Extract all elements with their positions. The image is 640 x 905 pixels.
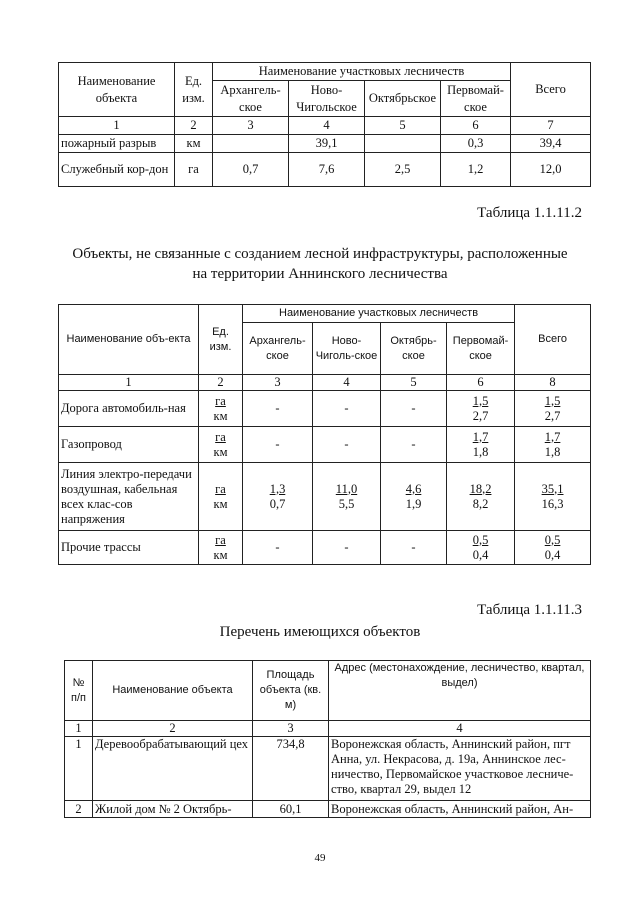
t2-cell: -: [381, 531, 447, 565]
value-ha: 1,5: [472, 393, 489, 408]
t2-row-name: Газопровод: [59, 427, 199, 463]
unit-ha: га: [215, 481, 226, 496]
t2-cell: -: [313, 531, 381, 565]
table-2: [58, 304, 591, 565]
table-number: Таблица 1.1.11.2: [477, 205, 582, 221]
value-km: 0,4: [472, 547, 489, 562]
t1-row-unit: км: [175, 135, 213, 153]
table-row: [65, 737, 591, 801]
t1-cell: 39,1: [289, 135, 365, 153]
t2-cell: [447, 463, 515, 531]
table-row: [59, 153, 591, 187]
table-row: [59, 531, 591, 565]
t3-header-name: Наименование объекта: [93, 661, 253, 721]
table-title: Перечень имеющихся объектов: [219, 624, 421, 640]
t2-cell: [447, 531, 515, 565]
t1-header-total: Всего: [511, 63, 591, 117]
table-row: [59, 463, 591, 531]
t2-header-col: Архангель-ское: [243, 323, 313, 375]
table-title: на территории Аннинского лесничества: [192, 266, 448, 282]
t2-cell: [447, 391, 515, 427]
t1-header-name: Наименование объекта: [59, 63, 175, 117]
t2-header-unit: Ед. изм.: [199, 305, 243, 375]
value-km: 1,8: [544, 444, 561, 459]
t3-header-address: Адрес (местонахождение, лесничество, квартал, выдел): [329, 661, 591, 721]
t2-colnum: 1: [59, 375, 199, 391]
value-ha: 0,5: [544, 532, 561, 547]
t2-row-units: [199, 391, 243, 427]
t2-cell: -: [313, 427, 381, 463]
t2-row-name: Дорога автомобиль-ная: [59, 391, 199, 427]
t2-header-total: Всего: [515, 305, 591, 375]
value-ha: 35,1: [541, 481, 564, 496]
value-km: 16,3: [541, 496, 564, 511]
t1-colnum: 7: [511, 117, 591, 135]
t2-colnum: 2: [199, 375, 243, 391]
t2-header-col: Ново-Чиголь-ское: [313, 323, 381, 375]
t2-cell-total: [515, 391, 591, 427]
t2-cell-total: [515, 531, 591, 565]
table-number: Таблица 1.1.11.3: [477, 602, 582, 618]
value-ha: 1,7: [472, 429, 489, 444]
value-ha: 1,7: [544, 429, 561, 444]
t2-colnum: 4: [313, 375, 381, 391]
t3-row-num: 1: [65, 737, 93, 801]
t2-row-units: [199, 531, 243, 565]
value-ha: 11,0: [335, 481, 358, 496]
t2-header-group: Наименование участковых лесничеств: [243, 305, 515, 323]
t1-cell-total: 39,4: [511, 135, 591, 153]
t3-row-area: 734,8: [253, 737, 329, 801]
t3-row-address: Воронежская область, Аннинский район, пгт Анна, ул. Некрасова, д. 19а, Аннинское лес-ничество, Первомайское участковое лесниче-ство, квартал 29, выдел 12: [329, 737, 591, 801]
value-ha: 18,2: [469, 481, 492, 496]
unit-ha: га: [215, 532, 226, 547]
value-km: 5,5: [338, 496, 355, 511]
t2-cell: [313, 463, 381, 531]
t3-row-name: Жилой дом № 2 Октябрь-: [93, 801, 253, 818]
t2-cell: [447, 427, 515, 463]
t3-colnum: 2: [93, 721, 253, 737]
t1-row-unit: га: [175, 153, 213, 187]
value-km: 1,9: [405, 496, 422, 511]
t2-cell: -: [381, 427, 447, 463]
t1-header-col: Октябрьское: [365, 81, 441, 117]
t2-cell: [381, 463, 447, 531]
t2-row-units: [199, 463, 243, 531]
t2-header-name: Наименование объ-екта: [59, 305, 199, 375]
value-km: 0,4: [544, 547, 561, 562]
t3-colnum: 4: [329, 721, 591, 737]
t1-colnum: 6: [441, 117, 511, 135]
t2-row-units: [199, 427, 243, 463]
t1-cell: 0,7: [213, 153, 289, 187]
t2-header-col: Октябрь-ское: [381, 323, 447, 375]
t1-colnum: 3: [213, 117, 289, 135]
t1-colnum: 5: [365, 117, 441, 135]
table-title: Объекты, не связанные с созданием лесной инфраструктуры, расположенные: [72, 246, 568, 262]
table-3: [64, 660, 591, 818]
t1-cell: 0,3: [441, 135, 511, 153]
t3-row-name: Деревообрабатывающий цех: [93, 737, 253, 801]
value-km: 2,7: [472, 408, 489, 423]
t3-row-area: 60,1: [253, 801, 329, 818]
t2-colnum: 8: [515, 375, 591, 391]
value-km: 1,8: [472, 444, 489, 459]
value-ha: 4,6: [405, 481, 422, 496]
t1-cell-total: 12,0: [511, 153, 591, 187]
page-number: 49: [314, 852, 326, 864]
table-row: [65, 801, 591, 818]
t1-colnum: 4: [289, 117, 365, 135]
t1-cell: 1,2: [441, 153, 511, 187]
t1-colnum: 2: [175, 117, 213, 135]
unit-ha: га: [215, 429, 226, 444]
t3-row-num: 2: [65, 801, 93, 818]
unit-km: км: [213, 547, 228, 562]
t2-cell-total: [515, 463, 591, 531]
table-row: [59, 427, 591, 463]
t2-colnum: 6: [447, 375, 515, 391]
t3-colnum: 1: [65, 721, 93, 737]
t1-colnum: 1: [59, 117, 175, 135]
table-row: [59, 135, 591, 153]
t1-header-group: Наименование участковых лесничеств: [213, 63, 511, 81]
table-1: [58, 62, 591, 187]
t1-cell: 7,6: [289, 153, 365, 187]
t2-cell: -: [243, 391, 313, 427]
value-ha: 0,5: [472, 532, 489, 547]
t2-cell-total: [515, 427, 591, 463]
t2-header-col: Первомай-ское: [447, 323, 515, 375]
t3-header-area: Площадь объекта (кв. м): [253, 661, 329, 721]
value-km: 2,7: [544, 408, 561, 423]
t2-colnum: 3: [243, 375, 313, 391]
t1-row-name: пожарный разрыв: [59, 135, 175, 153]
t3-colnum: 3: [253, 721, 329, 737]
t2-cell: -: [243, 427, 313, 463]
unit-km: км: [213, 496, 228, 511]
t1-header-col: Ново-Чигольское: [289, 81, 365, 117]
t1-cell: 2,5: [365, 153, 441, 187]
t2-colnum: 5: [381, 375, 447, 391]
t2-cell: [243, 463, 313, 531]
t1-header-unit: Ед. изм.: [175, 63, 213, 117]
unit-km: км: [213, 408, 228, 423]
t3-header-num: № п/п: [65, 661, 93, 721]
t2-cell: -: [381, 391, 447, 427]
t1-header-col: Архангель-ское: [213, 81, 289, 117]
t1-cell: [213, 135, 289, 153]
t2-row-name: Прочие трассы: [59, 531, 199, 565]
value-ha: 1,5: [544, 393, 561, 408]
value-km: 8,2: [472, 496, 489, 511]
t1-cell: [365, 135, 441, 153]
t2-cell: -: [313, 391, 381, 427]
t1-header-col: Первомай-ское: [441, 81, 511, 117]
t1-row-name: Служебный кор-дон: [59, 153, 175, 187]
value-ha: 1,3: [269, 481, 286, 496]
t2-cell: -: [243, 531, 313, 565]
t2-row-name: Линия электро-передачи воздушная, кабельная всех клас-сов напряжения: [59, 463, 199, 531]
unit-km: км: [213, 444, 228, 459]
value-km: 0,7: [269, 496, 286, 511]
unit-ha: га: [215, 393, 226, 408]
t3-row-address: Воронежская область, Аннинский район, Ан-: [329, 801, 591, 818]
table-row: [59, 391, 591, 427]
